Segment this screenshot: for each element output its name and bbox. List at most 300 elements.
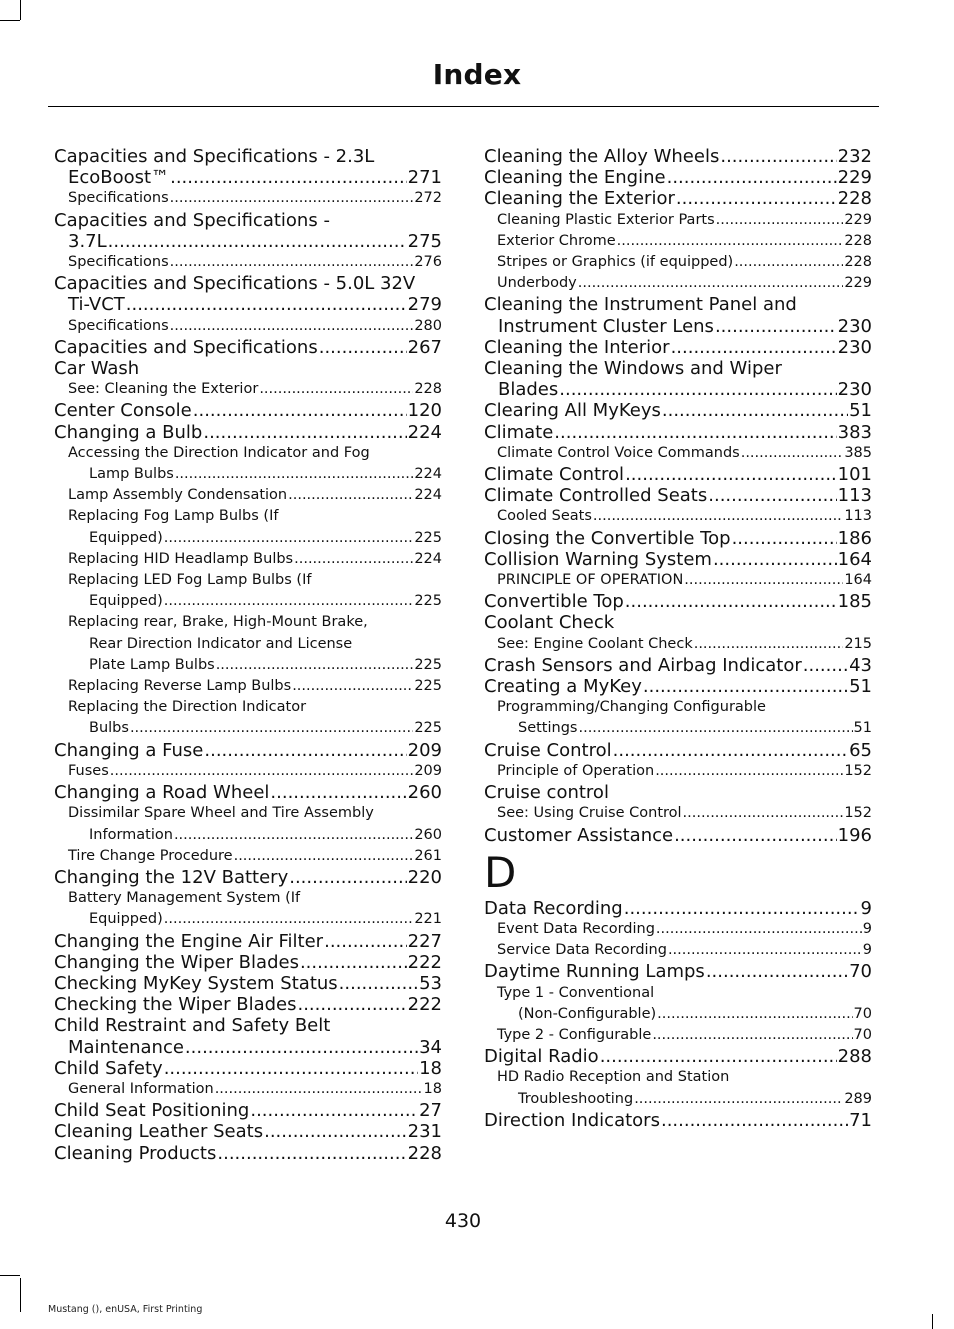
index-entry (54, 846, 442, 867)
dot-leader (559, 379, 836, 400)
index-entry (484, 485, 872, 506)
index-entry (484, 337, 872, 358)
entry-row (54, 252, 442, 273)
dot-leader (661, 1110, 848, 1131)
entry-page-number: 225 (414, 593, 442, 610)
entry-page-number: 261 (414, 847, 442, 864)
entry-label: Cleaning the Interior (484, 336, 670, 358)
entry-label: Service Data Recording (497, 942, 667, 959)
index-entry (484, 591, 872, 612)
entry-row (54, 337, 442, 358)
dot-leader (634, 1089, 843, 1110)
dot-leader (175, 464, 413, 485)
entry-page-number: 276 (414, 254, 442, 271)
index-entry (484, 1110, 872, 1131)
dot-leader (130, 718, 413, 739)
entry-row (54, 825, 442, 846)
index-entry (54, 888, 442, 930)
entry-page-number: 232 (837, 146, 872, 167)
dot-leader (676, 188, 837, 209)
entry-row (54, 867, 442, 888)
index-entry (54, 379, 442, 400)
entry-row (484, 400, 872, 421)
index-entry (54, 1100, 442, 1121)
entry-page-number: 279 (407, 294, 442, 316)
dot-leader (204, 740, 406, 761)
entry-label: Changing a Fuse (54, 739, 204, 761)
entry-row (54, 167, 442, 188)
entry-row (484, 443, 872, 464)
entry-page-number: 222 (407, 994, 442, 1016)
index-entry (54, 1015, 442, 1057)
entry-label: Daytime Running Lamps (484, 961, 705, 983)
dot-leader (667, 167, 837, 188)
entry-label: Bulbs (89, 720, 129, 737)
dot-leader (217, 1143, 406, 1164)
index-entry (54, 210, 442, 252)
index-entry (484, 528, 872, 549)
entry-label: Blades (498, 379, 559, 401)
index-entry (484, 400, 872, 421)
entry-row (54, 782, 442, 803)
entry-page-number: 228 (844, 254, 872, 271)
dot-leader (643, 676, 848, 697)
entry-row (54, 379, 442, 400)
entry-row (54, 676, 442, 697)
entry-row (484, 655, 872, 676)
entry-page-number: 9 (862, 942, 872, 959)
entry-label: Instrument Cluster Lens (498, 315, 714, 337)
entry-page-number: 224 (407, 421, 442, 443)
entry-page-number: 51 (849, 676, 872, 698)
entry-page-number: 43 (849, 654, 872, 676)
entry-label: Exterior Chrome (497, 232, 616, 249)
index-entry (484, 210, 872, 231)
crop-mark (20, 0, 21, 20)
entry-label: Principle of Operation (497, 762, 655, 779)
index-entry (54, 1121, 442, 1142)
index-entry (54, 400, 442, 421)
entry-row (484, 718, 872, 739)
entry-label: Cleaning the Engine (484, 167, 666, 189)
entry-text-line: Cleaning the Windows and Wiper (484, 358, 782, 380)
index-entry (484, 803, 872, 824)
entry-page-number: 220 (407, 866, 442, 888)
dot-leader (164, 591, 414, 612)
index-entry (484, 898, 872, 919)
entry-row (484, 146, 872, 167)
dot-leader (741, 443, 844, 464)
entry-row (484, 940, 872, 961)
entry-row (54, 718, 442, 739)
entry-label: Replacing Reverse Lamp Bulbs (68, 678, 292, 695)
entry-row (484, 1089, 872, 1110)
entry-page-number: 229 (837, 167, 872, 189)
index-entry (484, 919, 872, 940)
entry-label: Stripes or Graphics (if equipped) (497, 254, 734, 271)
index-entry (54, 422, 442, 443)
entry-label: Changing a Bulb (54, 421, 203, 443)
dot-leader (734, 252, 843, 273)
dot-leader (126, 294, 407, 315)
index-entry (54, 1143, 442, 1164)
entry-label: Specifications (68, 317, 169, 334)
index-entry (54, 252, 442, 273)
entry-page-number: 383 (837, 421, 872, 443)
entry-row (484, 961, 872, 982)
dot-leader (264, 1121, 407, 1142)
dot-leader (170, 188, 414, 209)
dot-leader (657, 1004, 852, 1025)
entry-label: Tire Change Procedure (68, 847, 233, 864)
dot-leader (694, 634, 844, 655)
dot-leader (684, 570, 843, 591)
entry-label: Checking MyKey System Status (54, 972, 338, 994)
dot-leader (174, 825, 413, 846)
entry-label: Convertible Top (484, 591, 624, 613)
entry-page-number: 18 (419, 1057, 442, 1079)
dot-leader (215, 1079, 423, 1100)
dot-leader (170, 252, 414, 273)
dot-leader (613, 740, 848, 761)
entry-page-number: 224 (414, 550, 442, 567)
dot-leader (617, 231, 844, 252)
entry-page-number: 275 (407, 230, 442, 252)
entry-page-number: 152 (844, 805, 872, 822)
index-entry (484, 294, 872, 336)
index-entry (54, 337, 442, 358)
entry-row (54, 994, 442, 1015)
index-entry (54, 570, 442, 612)
dot-leader (164, 909, 414, 930)
entry-text-line: Rear Direction Indicator and License (89, 635, 353, 652)
index-entry (484, 961, 872, 982)
entry-row (484, 549, 872, 570)
index-entry (484, 983, 872, 1025)
entry-row (54, 464, 442, 485)
index-entry (484, 655, 872, 676)
dot-leader (110, 761, 414, 782)
index-entry (54, 316, 442, 337)
index-entry (484, 464, 872, 485)
entry-page-number: 289 (844, 1090, 872, 1107)
index-entry (484, 825, 872, 846)
entry-page-number: 225 (414, 720, 442, 737)
entry-page-number: 101 (837, 464, 872, 486)
dot-leader (554, 422, 836, 443)
entry-page-number: 227 (407, 930, 442, 952)
dot-leader (706, 961, 848, 982)
dot-leader (652, 1025, 852, 1046)
entry-row (54, 909, 442, 930)
section-letter: D (484, 847, 517, 897)
dot-leader (203, 422, 406, 443)
entry-text-line: Programming/Changing Configurable (497, 699, 766, 716)
entry-text-line: Capacities and Specifications - (54, 209, 330, 231)
entry-row (484, 1046, 872, 1067)
index-entry (484, 634, 872, 655)
entry-page-number: 164 (837, 548, 872, 570)
entry-label: EcoBoost™ (68, 167, 170, 189)
entry-page-number: 113 (844, 508, 872, 525)
entry-row (54, 422, 442, 443)
entry-label: See: Using Cruise Control (497, 805, 682, 822)
entry-page-number: 120 (407, 400, 442, 422)
index-entry (484, 358, 872, 400)
entry-row (54, 740, 442, 761)
entry-page-number: 260 (414, 826, 442, 843)
entry-page-number: 27 (419, 1100, 442, 1122)
dot-leader (578, 718, 852, 739)
entry-row (484, 919, 872, 940)
dot-leader (292, 676, 413, 697)
entry-page-number: 185 (837, 591, 872, 613)
entry-row (54, 952, 442, 973)
index-entry (484, 676, 872, 697)
crop-mark (932, 1314, 933, 1329)
entry-label: Changing a Road Wheel (54, 782, 270, 804)
entry-page-number: 222 (407, 951, 442, 973)
entry-page-number: 230 (837, 379, 872, 401)
entry-label: Creating a MyKey (484, 676, 642, 698)
entry-page-number: 229 (844, 275, 872, 292)
dot-leader (234, 846, 414, 867)
entry-page-number: 51 (853, 720, 872, 737)
dot-leader (170, 316, 414, 337)
entry-label: Fuses (68, 762, 109, 779)
entry-text-line: Battery Management System (If (68, 890, 301, 907)
index-entry (54, 443, 442, 485)
entry-label: Digital Radio (484, 1046, 599, 1068)
index-entry (484, 1046, 872, 1067)
entry-row (484, 422, 872, 443)
dot-leader (600, 1046, 837, 1067)
entry-row (54, 400, 442, 421)
entry-row (484, 676, 872, 697)
entry-page-number: 65 (849, 739, 872, 761)
index-entry (484, 761, 872, 782)
entry-label: Ti-VCT (68, 294, 125, 316)
entry-label: Checking the Wiper Blades (54, 994, 297, 1016)
entry-label: Cleaning the Exterior (484, 188, 675, 210)
entry-label: (Non-Configurable) (518, 1005, 657, 1022)
entry-label: Equipped) (89, 529, 163, 546)
dot-leader (170, 167, 407, 188)
page-title: Index (432, 58, 522, 91)
entry-text-line: Dissimilar Spare Wheel and Tire Assembly (68, 805, 374, 822)
entry-page-number: 9 (860, 897, 872, 919)
dot-leader (624, 898, 860, 919)
index-entry (54, 782, 442, 803)
index-entry (54, 485, 442, 506)
index-entry (54, 188, 442, 209)
entry-label: Specifications (68, 190, 169, 207)
dot-leader (324, 931, 407, 952)
index-entry (484, 1025, 872, 1046)
dot-leader (655, 761, 843, 782)
entry-row (484, 273, 872, 294)
dot-leader (259, 379, 413, 400)
entry-page-number: 228 (407, 1142, 442, 1164)
entry-page-number: 228 (414, 381, 442, 398)
index-entry (484, 188, 872, 209)
entry-page-number: 51 (849, 400, 872, 422)
entry-row (54, 1143, 442, 1164)
entry-page-number: 231 (407, 1121, 442, 1143)
dot-leader (270, 782, 406, 803)
dot-leader (193, 400, 407, 421)
entry-row (484, 210, 872, 231)
entry-label: Plate Lamp Bulbs (89, 656, 215, 673)
entry-page-number: 271 (407, 167, 442, 189)
index-entry (54, 612, 442, 676)
entry-page-number: 228 (837, 188, 872, 210)
entry-label: Center Console (54, 400, 192, 422)
entry-page-number: 18 (423, 1080, 442, 1097)
entry-text-line: Cleaning the Instrument Panel and (484, 294, 797, 316)
dot-leader (683, 803, 844, 824)
entry-text-line: Replacing the Direction Indicator (68, 699, 307, 716)
dot-leader (625, 464, 837, 485)
dot-leader (715, 316, 837, 337)
index-entry (484, 1067, 872, 1109)
entry-row (54, 1100, 442, 1121)
entry-row (54, 549, 442, 570)
entry-row (484, 506, 872, 527)
entry-label: Settings (518, 720, 578, 737)
index-entry (54, 803, 442, 845)
entry-label: Direction Indicators (484, 1109, 660, 1131)
entry-text-line: Cruise control (484, 782, 609, 804)
entry-label: Crash Sensors and Airbag Indicator (484, 654, 802, 676)
index-entry (484, 782, 872, 803)
entry-row (484, 231, 872, 252)
entry-text-line: Car Wash (54, 358, 140, 380)
entry-page-number: 225 (414, 529, 442, 546)
dot-leader (625, 591, 837, 612)
entry-page-number: 225 (414, 656, 442, 673)
entry-page-number: 70 (849, 961, 872, 983)
entry-page-number: 164 (844, 572, 872, 589)
index-entry (484, 506, 872, 527)
entry-page-number: 221 (414, 911, 442, 928)
index-entry (54, 952, 442, 973)
entry-row (54, 485, 442, 506)
entry-text-line: Accessing the Direction Indicator and Fog (68, 444, 370, 461)
entry-row (54, 1037, 442, 1058)
dot-leader (593, 506, 843, 527)
entry-page-number: 70 (853, 1026, 872, 1043)
index-column-left (54, 146, 442, 1164)
entry-label: Cleaning Leather Seats (54, 1121, 264, 1143)
entry-row (54, 528, 442, 549)
entry-label: Event Data Recording (497, 920, 655, 937)
index-entry (54, 506, 442, 548)
index-entry (54, 358, 442, 379)
entry-row (484, 761, 872, 782)
dot-leader (662, 400, 848, 421)
crop-mark (0, 20, 20, 21)
entry-label: Child Seat Positioning (54, 1100, 250, 1122)
entry-label: Customer Assistance (484, 824, 674, 846)
entry-row (54, 231, 442, 252)
entry-row (484, 485, 872, 506)
dot-leader (294, 549, 413, 570)
entry-row (54, 1058, 442, 1079)
entry-text-line: Capacities and Specifications - 5.0L 32V (54, 273, 416, 295)
dot-leader (297, 994, 406, 1015)
dot-leader (671, 337, 837, 358)
dot-leader (108, 231, 407, 252)
entry-label: Type 2 - Configurable (497, 1026, 652, 1043)
dot-leader (668, 940, 862, 961)
entry-row (54, 973, 442, 994)
entry-row (484, 898, 872, 919)
dot-leader (713, 549, 837, 570)
entry-label: Lamp Assembly Condensation (68, 487, 288, 504)
crop-mark (0, 1275, 20, 1276)
index-entry (484, 697, 872, 739)
index-entry (54, 994, 442, 1015)
entry-label: Child Safety (54, 1057, 163, 1079)
dot-leader (288, 485, 413, 506)
index-entry (484, 443, 872, 464)
entry-page-number: 272 (414, 190, 442, 207)
entry-row (54, 1121, 442, 1142)
entry-row (54, 294, 442, 315)
footer-text: Mustang (), enUSA, First Printing (48, 1304, 203, 1315)
entry-label: Troubleshooting (518, 1090, 634, 1107)
index-entry (54, 761, 442, 782)
entry-label: Replacing HID Headlamp Bulbs (68, 550, 294, 567)
index-entry (54, 931, 442, 952)
index-entry (484, 940, 872, 961)
index-entry (484, 570, 872, 591)
entry-row (484, 634, 872, 655)
dot-leader (319, 337, 407, 358)
header-rule (48, 106, 879, 107)
entry-text-line: Capacities and Specifications - 2.3L (54, 146, 375, 167)
entry-row (484, 1110, 872, 1131)
dot-leader (674, 825, 837, 846)
entry-text-line: Replacing Fog Lamp Bulbs (If (68, 508, 279, 525)
entry-text-line: Type 1 - Conventional (497, 984, 655, 1001)
index-entry (484, 549, 872, 570)
index-entry (54, 973, 442, 994)
entry-row (484, 825, 872, 846)
entry-page-number: 209 (414, 762, 442, 779)
entry-page-number: 152 (844, 762, 872, 779)
entry-label: 3.7L (68, 230, 107, 252)
entry-row (484, 316, 872, 337)
entry-page-number: 225 (414, 678, 442, 695)
entry-label: Climate Control (484, 464, 625, 486)
entry-label: PRINCIPLE OF OPERATION (497, 572, 684, 589)
entry-label: Maintenance (68, 1036, 184, 1058)
entry-page-number: 34 (419, 1036, 442, 1058)
entry-page-number: 224 (414, 466, 442, 483)
entry-row (484, 1025, 872, 1046)
entry-label: Climate (484, 421, 554, 443)
entry-row (484, 528, 872, 549)
index-column-right (484, 146, 872, 1131)
entry-label: Capacities and Specifications (54, 336, 318, 358)
entry-label: Equipped) (89, 593, 163, 610)
entry-page-number: 71 (849, 1109, 872, 1131)
dot-leader (289, 867, 406, 888)
entry-row (484, 337, 872, 358)
entry-label: Cleaning Products (54, 1142, 217, 1164)
